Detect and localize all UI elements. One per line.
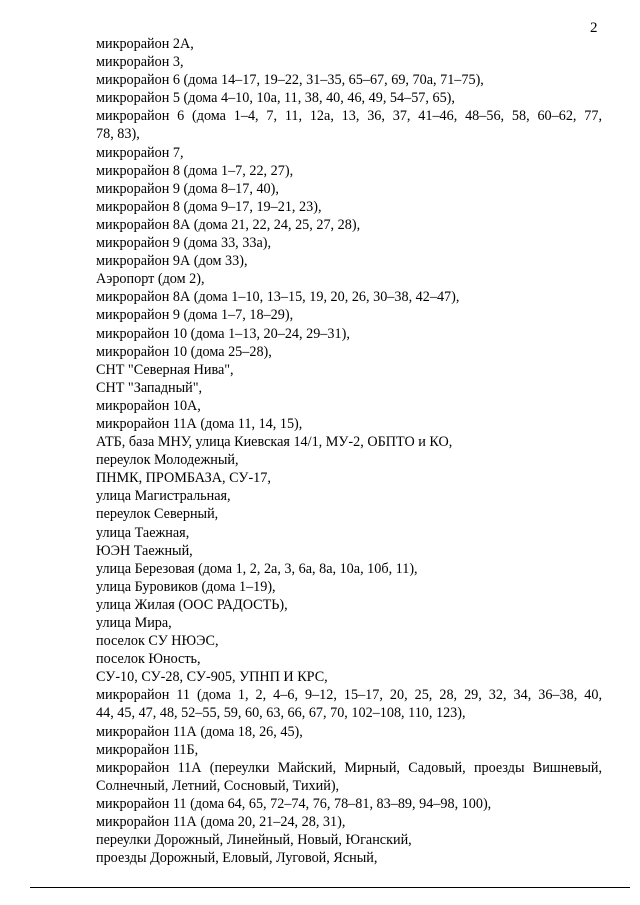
list-line: Солнечный, Летний, Сосновый, Тихий), <box>96 777 340 794</box>
list-line: улица Таежная, <box>96 524 190 541</box>
list-line: 44, 45, 47, 48, 52–55, 59, 60, 63, 66, 67, 70, 102–108, 110, 123), <box>96 705 466 722</box>
page-number: 2 <box>590 20 598 36</box>
list-line: микрорайон 6 (дома 14–17, 19–22, 31–35, 65–67, 69, 70а, 71–75), <box>96 72 484 89</box>
list-line: микрорайон 6 (дома 1–4, 7, 11, 12а, 13, 36, 37, 41–46, 48–56, 58, 60–62, 77, <box>96 108 602 125</box>
list-line: микрорайон 11 (дома 64, 65, 72–74, 76, 78–81, 83–89, 94–98, 100), <box>96 795 492 812</box>
list-line: микрорайон 11 (дома 1, 2, 4–6, 9–12, 15–17, 20, 25, 28, 29, 32, 34, 36–38, 40, <box>96 687 602 704</box>
list-line: 78, 83), <box>96 126 140 143</box>
list-line: микрорайон 9 (дома 1–7, 18–29), <box>96 307 294 324</box>
list-line: поселок Юность, <box>96 651 201 668</box>
list-line: переулок Молодежный, <box>96 452 239 469</box>
list-line: СНТ "Западный", <box>96 379 203 396</box>
list-line: микрорайон 11А (дома 18, 26, 45), <box>96 723 303 740</box>
list-line: улица Магистральная, <box>96 488 231 505</box>
list-line: улица Мира, <box>96 615 172 631</box>
list-line: проезды Дорожный, Еловый, Луговой, Ясный, <box>96 850 378 867</box>
list-line: микрорайон 8 (дома 9–17, 19–21, 23), <box>96 198 322 215</box>
list-line: микрорайон 9 (дома 33, 33а), <box>96 235 272 252</box>
list-line: АТБ, база МНУ, улица Киевская 14/1, МУ-2, ОБПТО и КО, <box>96 434 453 451</box>
list-line: поселок СУ НЮЭС, <box>96 633 219 650</box>
list-line: микрорайон 11А (дома 20, 21–24, 28, 31), <box>96 814 346 831</box>
list-line: микрорайон 8 (дома 1–7, 22, 27), <box>96 162 294 179</box>
list-line: Аэропорт (дом 2), <box>96 271 205 288</box>
list-line: ЮЭН Таежный, <box>96 542 193 559</box>
list-line: микрорайон 9 (дома 8–17, 40), <box>96 180 279 197</box>
list-line: микрорайон 7, <box>96 144 184 161</box>
list-line: микрорайон 5 (дома 4–10, 10а, 11, 38, 40, 46, 49, 54–57, 65), <box>96 90 455 107</box>
list-line: микрорайон 8А (дома 1–10, 13–15, 19, 20, 26, 30–38, 42–47), <box>96 289 460 306</box>
bottom-divider <box>30 887 630 888</box>
list-line: ПНМК, ПРОМБАЗА, СУ-17, <box>96 470 271 487</box>
list-line: СУ-10, СУ-28, СУ-905, УПНП И КРС, <box>96 669 328 686</box>
list-line: улица Буровиков (дома 1–19), <box>96 578 276 595</box>
list-line: улица Березовая (дома 1, 2, 2а, 3, 6а, 8а, 10а, 10б, 11), <box>96 560 418 577</box>
list-line: переулки Дорожный, Линейный, Новый, Юганский, <box>96 832 412 849</box>
list-line: переулок Северный, <box>96 506 219 523</box>
list-line: микрорайон 2А, <box>96 36 194 52</box>
address-list <box>96 35 602 867</box>
list-line: микрорайон 11А (дома 11, 14, 15), <box>96 415 303 432</box>
list-line: микрорайон 10А, <box>96 397 201 414</box>
list-line: микрорайон 9А (дом 33), <box>96 253 248 270</box>
list-line: микрорайон 11Б, <box>96 741 199 758</box>
list-line: микрорайон 8А (дома 21, 22, 24, 25, 27, 28), <box>96 216 361 233</box>
list-line: микрорайон 10 (дома 1–13, 20–24, 29–31), <box>96 325 350 342</box>
list-line: СНТ "Северная Нива", <box>96 361 234 378</box>
list-line: микрорайон 11А (переулки Майский, Мирный, Садовый, проезды Вишневый, <box>96 759 602 776</box>
list-line: микрорайон 3, <box>96 54 184 71</box>
list-line: улица Жилая (ООС РАДОСТЬ), <box>96 596 288 613</box>
list-line: микрорайон 10 (дома 25–28), <box>96 343 272 360</box>
